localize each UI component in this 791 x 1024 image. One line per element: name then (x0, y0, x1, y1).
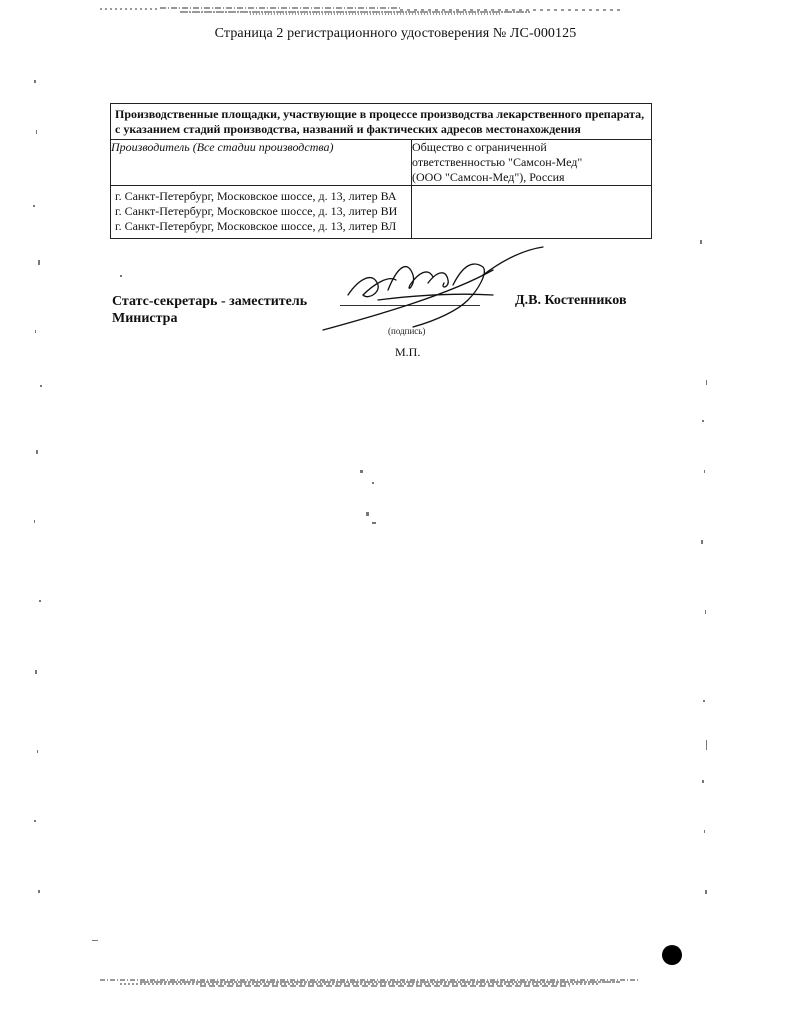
handwritten-signature (318, 245, 553, 345)
punch-hole (662, 945, 682, 965)
production-sites-table (110, 103, 652, 239)
signatory-title-line: Статс-секретарь - заместитель (112, 294, 308, 309)
producer-org-line: Общество с ограниченной (412, 140, 547, 154)
fax-footer-noise (100, 978, 660, 988)
producer-org-line: (ООО "Самсон-Мед"), Россия (412, 170, 565, 184)
signatory-title (112, 293, 307, 327)
address-empty-cell (412, 186, 652, 239)
signatory-name: Д.В. Костенников (515, 293, 627, 308)
address-list (111, 186, 412, 239)
producer-label: Производитель (Все стадии производства) (111, 140, 412, 186)
page-header: Страница 2 регистрационного удостоверения № ЛС-000125 (214, 26, 577, 41)
stamp-mark: М.П. (395, 345, 421, 359)
address-line: г. Санкт-Петербург, Московское шоссе, д. 13, литер ВИ (115, 204, 398, 218)
address-line: г. Санкт-Петербург, Московское шоссе, д. 13, литер ВА (115, 189, 397, 203)
address-line: г. Санкт-Петербург, Московское шоссе, д. 13, литер ВЛ (115, 219, 397, 233)
producer-organization (412, 140, 652, 186)
signatory-title-line: Министра (112, 311, 178, 326)
table-title: Производственные площадки, участвующие в процессе производства лекарственного препарата, с указанием стадий производства, названий и фактических адресов местонахождения (111, 104, 652, 140)
signature-caption: (подпись) (388, 326, 426, 336)
producer-org-line: ответственностью "Самсон-Мед" (412, 155, 583, 169)
fax-header-noise (100, 6, 630, 16)
